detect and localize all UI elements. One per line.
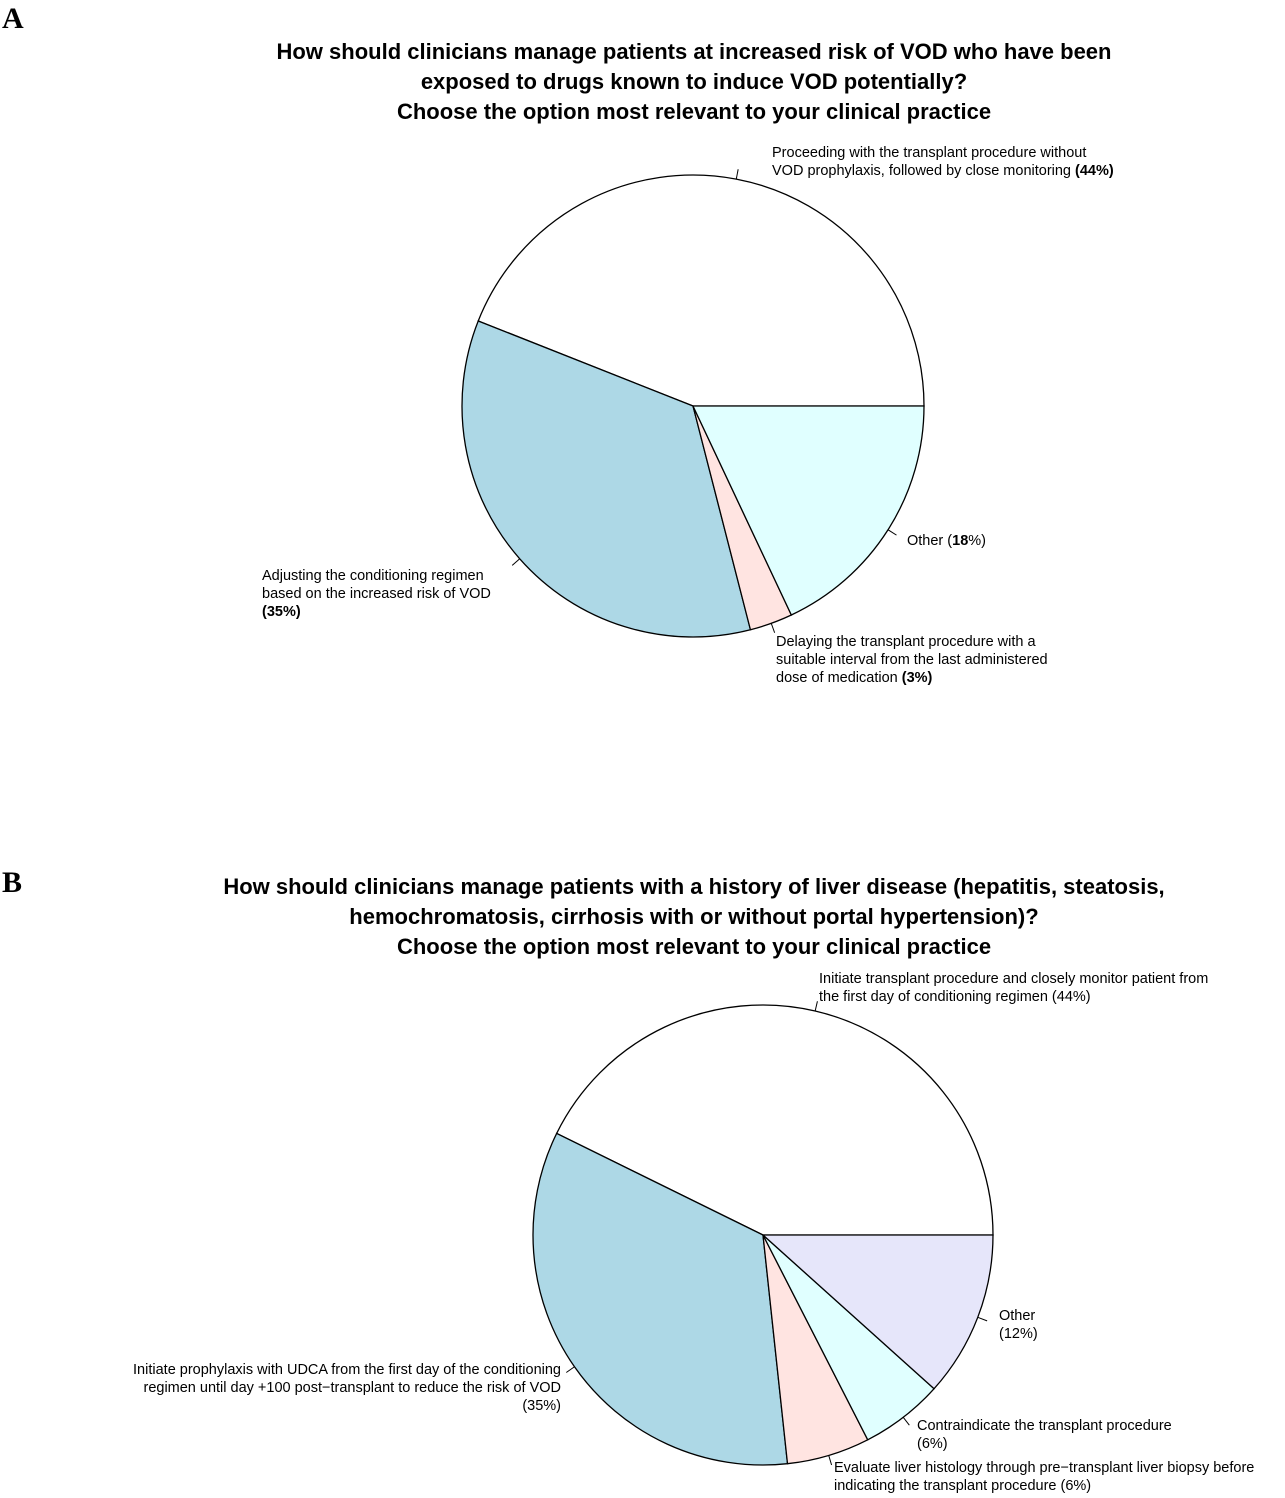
chart-b-leader-tick-1 [566, 1367, 574, 1373]
chart-a-leader-tick-1 [512, 559, 520, 566]
chart-b-slice-label-other: Other (12%) [999, 1308, 1038, 1342]
chart-a-title-line: exposed to drugs known to induce VOD potentially? [420, 69, 968, 94]
chart-a-title-line: How should clinicians manage patients at increased risk of VOD who have been [276, 39, 1112, 64]
chart-a-data-label: (3%) [901, 670, 933, 686]
chart-a-data-label: (35%) [262, 604, 301, 620]
chart-b-slice-label-udca: Initiate prophylaxis with UDCA from the first day of the conditioning regimen until day +100 post−transplant to reduce the risk of VOD (35%) [133, 1362, 561, 1414]
chart-b-slice-label-contraindicate: Contraindicate the transplant procedure (6%) [917, 1418, 1172, 1452]
chart-b-title-line: How should clinicians manage patients with a history of liver disease (hepatitis, steatosis, [223, 874, 1165, 899]
chart-a-data-label: 18 [952, 533, 969, 549]
chart-a-slice-label-other: Other (18%) [907, 533, 986, 549]
chart-a-leader-tick-0 [736, 169, 738, 179]
chart-a-leader-tick-3 [888, 530, 896, 535]
chart-a-leader-tick-2 [771, 623, 774, 632]
chart-a-slice-label-proceeding: Proceeding with the transplant procedure without VOD prophylaxis, followed by close monitoring (44%) [772, 145, 1114, 179]
chart-b-title-line: hemochromatosis, cirrhosis with or without portal hypertension)? [349, 904, 1039, 929]
chart-b-leader-tick-4 [978, 1317, 987, 1321]
chart-b-slice-label-biopsy: Evaluate liver histology through pre−transplant liver biopsy before indicating the transplant procedure (6%) [834, 1460, 1255, 1494]
panel-b-letter: B [2, 866, 23, 899]
chart-a-slice-label-delaying: Delaying the transplant procedure with a suitable interval from the last administered dose of medication (3%) [776, 634, 1048, 686]
chart-a-title-line: Choose the option most relevant to your clinical practice [396, 99, 992, 124]
chart-b-title-line: Choose the option most relevant to your clinical practice [396, 934, 992, 959]
panel-a-letter: A [2, 2, 24, 35]
chart-b-slice-label-initiate-transplant: Initiate transplant procedure and closely monitor patient from the first day of conditioning regimen (44%) [819, 971, 1209, 1005]
chart-a-slice-label-adjusting: Adjusting the conditioning regimen based on the increased risk of VOD (35%) [262, 568, 491, 620]
chart-b-leader-tick-2 [829, 1455, 832, 1465]
chart-b-leader-tick-0 [815, 1001, 817, 1011]
chart-b-leader-tick-3 [903, 1417, 909, 1425]
chart-a-data-label: (44%) [1075, 163, 1114, 179]
